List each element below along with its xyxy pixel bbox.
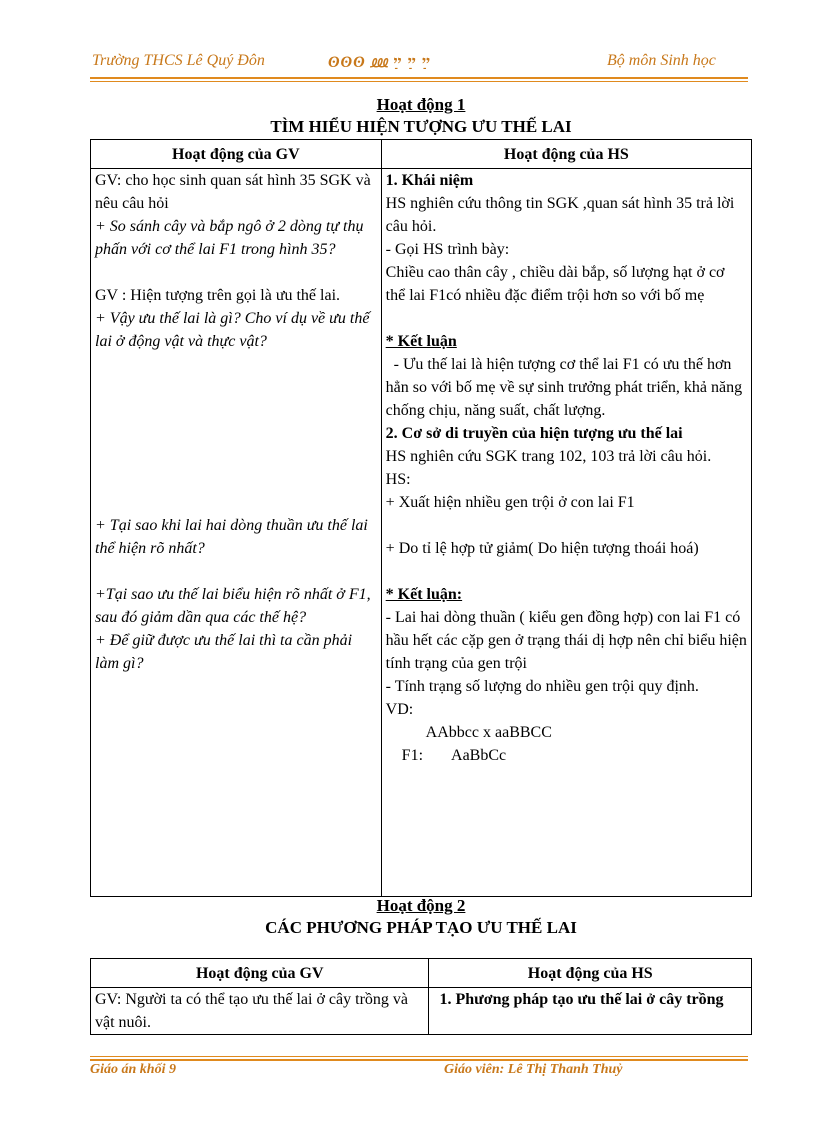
hs-line: - Gọi HS trình bày: <box>385 241 510 258</box>
subject-name: Bộ môn Sinh học <box>607 52 716 69</box>
conclusion-heading: * Kết luận: <box>385 586 463 603</box>
hs-line: - Tính trạng số lượng do nhiều gen trội quy định. <box>385 678 699 695</box>
activity2-title: Hoạt động 2 <box>376 896 466 915</box>
gv-question: + Tại sao khi lai hai dòng thuần ưu thế lai thể hiện rõ nhất? <box>95 517 368 557</box>
gv-line: GV: Người ta có thể tạo ưu thế lai ở cây trồng và vật nuôi. <box>95 991 408 1031</box>
f1-label: F1: <box>401 747 424 764</box>
activity1-title: Hoạt động 1 <box>376 95 466 114</box>
activity1-subtitle: TÌM HIỂU HIỆN TƯỢNG ƯU THẾ LAI <box>270 117 572 136</box>
gv-line: GV : Hiện tượng trên gọi là ưu thế lai. <box>95 287 341 304</box>
footer-divider <box>90 1059 748 1061</box>
section-heading: 2. Cơ sở di truyền của hiện tượng ưu thế lai <box>385 425 683 442</box>
f1-genotype: AaBbCc <box>451 747 507 764</box>
table-row <box>91 988 752 1035</box>
activity2-subtitle: CÁC PHƯƠNG PHÁP TẠO ƯU THẾ LAI <box>265 918 577 937</box>
hs-line: HS nghiên cứu SGK trang 102, 103 trả lời câu hỏi. <box>385 448 712 465</box>
gv-question: + Để giữ được ưu thế lai thì ta cần phải làm gì? <box>95 632 353 672</box>
section-heading: 1. Phương pháp tạo ưu thế lai ở cây trồng <box>439 991 724 1008</box>
col-header-hs: Hoạt động của HS <box>381 140 751 169</box>
header-divider <box>90 77 748 79</box>
conclusion-heading: * Kết luận <box>385 333 457 350</box>
col-header-gv: Hoạt động của GV <box>91 959 429 988</box>
footer-left: Giáo án khối 9 <box>90 1062 176 1077</box>
gv-question: + So sánh cây và bắp ngô ở 2 dòng tự thụ phấn với cơ thể lai F1 trong hình 35? <box>95 218 364 258</box>
section-heading: 1. Khái niệm <box>385 172 474 189</box>
table-header-row <box>91 959 752 988</box>
cross-example: AAbbcc x aaBBCC <box>425 724 552 741</box>
gv-question: +Tại sao ưu thế lai biểu hiện rõ nhất ở F1, sau đó giảm dần qua các thế hệ? <box>95 586 371 626</box>
hs-cell <box>381 169 751 897</box>
footer-divider-thin <box>90 1056 748 1057</box>
col-header-hs: Hoạt động của HS <box>429 959 752 988</box>
page-header <box>0 50 816 80</box>
header-divider-thin <box>90 81 748 82</box>
header-decoration: ʘʘʘ ⅏ ײַ ײַ ײַ <box>328 54 431 71</box>
hs-line: + Xuất hiện nhiều gen trội ở con lai F1 <box>385 494 635 511</box>
hs-cell <box>429 988 752 1035</box>
activity1-table <box>90 139 752 897</box>
gv-cell <box>91 169 382 897</box>
gv-cell <box>91 988 429 1035</box>
hs-line: - Ưu thế lai là hiện tượng cơ thể lai F1 có ưu thế hơn hẳn so với bố mẹ về sự sinh trưởng phát triển, khả năng chống chịu, năng suất, chất lượng. <box>385 356 743 419</box>
hs-line: HS: <box>385 471 411 488</box>
table-row <box>91 169 752 897</box>
hs-line: VD: <box>385 701 414 718</box>
activity2-table <box>90 958 752 1035</box>
table-header-row <box>91 140 752 169</box>
hs-line: Chiều cao thân cây , chiều dài bắp, số lượng hạt ở cơ thể lai F1có nhiều đặc điểm trội hơn so với bố mẹ <box>385 264 725 304</box>
hs-line: HS nghiên cứu thông tin SGK ,quan sát hình 35 trả lời câu hỏi. <box>385 195 735 235</box>
hs-line: + Do tỉ lệ hợp tử giảm( Do hiện tượng thoái hoá) <box>385 540 699 557</box>
col-header-gv: Hoạt động của GV <box>91 140 382 169</box>
gv-line: GV: cho học sinh quan sát hình 35 SGK và nêu câu hỏi <box>95 172 371 212</box>
gv-question: + Vậy ưu thế lai là gì? Cho ví dụ về ưu thế lai ở động vật và thực vật? <box>95 310 370 350</box>
school-name: Trường THCS Lê Quý Đôn <box>92 52 265 69</box>
f1-example <box>386 744 747 767</box>
hs-line: - Lai hai dòng thuần ( kiểu gen đồng hợp) con lai F1 có hầu hết các cặp gen ở trạng thái dị hợp nên chỉ biểu hiện tính trạng của gen trội <box>385 609 747 672</box>
footer-right: Giáo viên: Lê Thị Thanh Thuỷ <box>444 1062 623 1077</box>
